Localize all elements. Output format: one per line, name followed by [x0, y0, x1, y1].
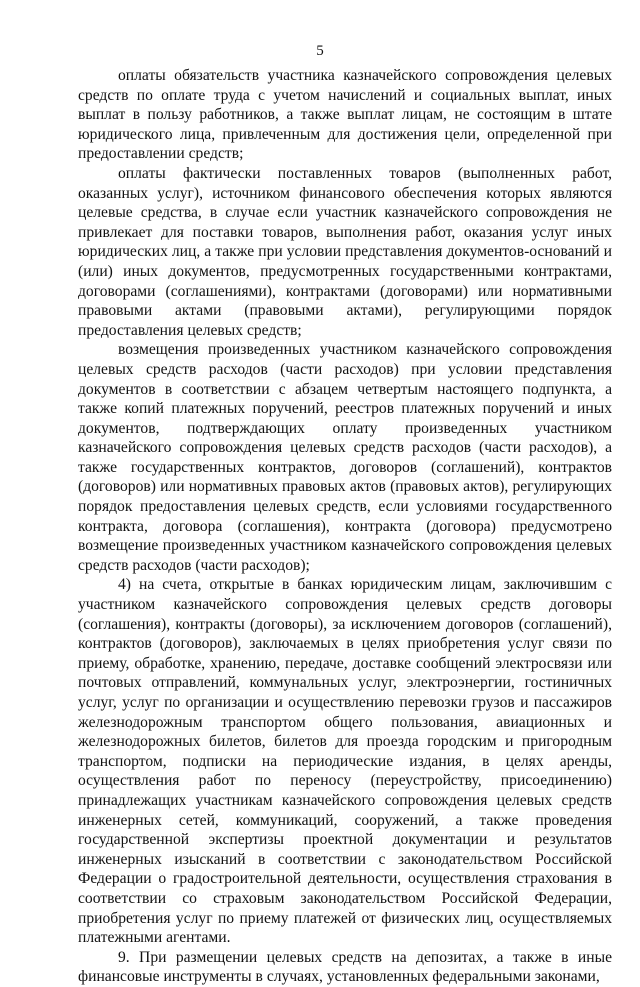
document-body — [78, 66, 612, 987]
page-number: 5 — [316, 43, 324, 59]
paragraph-goods-payments: оплаты фактически поставленных товаров (выполненных работ, оказанных услуг), источником финансового обеспечения которых являются целевые средства, в случае если участник казначейского сопровождения не привлекает для поставки товаров, выполнения работ, оказания услуг иных юридических лиц, а также при условии представления документов-оснований и (или) иных документов, предусмотренных государственными контрактами, договорами (соглашениями), контрактами (договорами) или нормативными правовыми актами (правовыми актами), регулирующими порядок предоставления целевых средств; — [78, 164, 612, 339]
paragraph-expense-reimbursement: возмещения произведенных участником казначейского сопровождения целевых средств расходов (части расходов) при условии представления документов в соответствии с абзацем четвертым настоящего подпункта, а также копий платежных поручений, реестров платежных поручений и иных документов, подтверждающих оплату произведенных участником казначейского сопровождения целевых средств расходов (части расходов), а также государственных контрактов, договоров (соглашений), контрактов (договоров) или нормативных правовых актов (правовых актов), регулирующих порядок предоставления целевых средств, если условиями государственного контракта, договора (соглашения), контракта (договора) предусмотрено возмещение произведенных участником казначейского сопровождения целевых средств расходов (части расходов); — [78, 341, 612, 574]
paragraph-item-4: 4) на счета, открытые в банках юридическим лицам, заключившим с участником казначейского сопровождения целевых средств договоры (соглашения), контракты (договоры), за исключением договоров (соглашений), контрактов (договоров), заключаемых в целях приобретения услуг связи по приему, обработке, хранению, передаче, доставке сообщений электросвязи или почтовых отправлений, коммунальных услуг, электроэнергии, гостиничных услуг, услуг по организации и осуществлению перевозки грузов и пассажиров железнодорожным транспортом общего пользования, авиационных и железнодорожных билетов, билетов для проезда городским и пригородным транспортом, подписки на периодические издания, в целях аренды, осуществления работ по переносу (переустройству, присоединению) принадлежащих участникам казначейского сопровождения целевых средств инженерных сетей, коммуникаций, сооружений, а также проведения государственной экспертизы проектной документации и результатов инженерных изысканий в соответствии с законодательством Российской Федерации о градостроительной деятельности, осуществления страхования в соответствии со страховым законодательством Российской Федерации, приобретения услуг по приему платежей от физических лиц, осуществляемых платежными агентами. — [78, 576, 612, 947]
paragraph-item-9: 9. При размещении целевых средств на депозитах, а также в иные финансовые инструменты в случаях, установленных федеральными законами, — [78, 948, 612, 986]
paragraph-labor-payments: оплаты обязательств участника казначейского сопровождения целевых средств по оплате труда с учетом начислений и социальных выплат, иных выплат в пользу работников, а также выплат лицам, не состоящим в штате юридического лица, привлеченным для достижения цели, определенной при предоставлении средств; — [78, 67, 612, 163]
